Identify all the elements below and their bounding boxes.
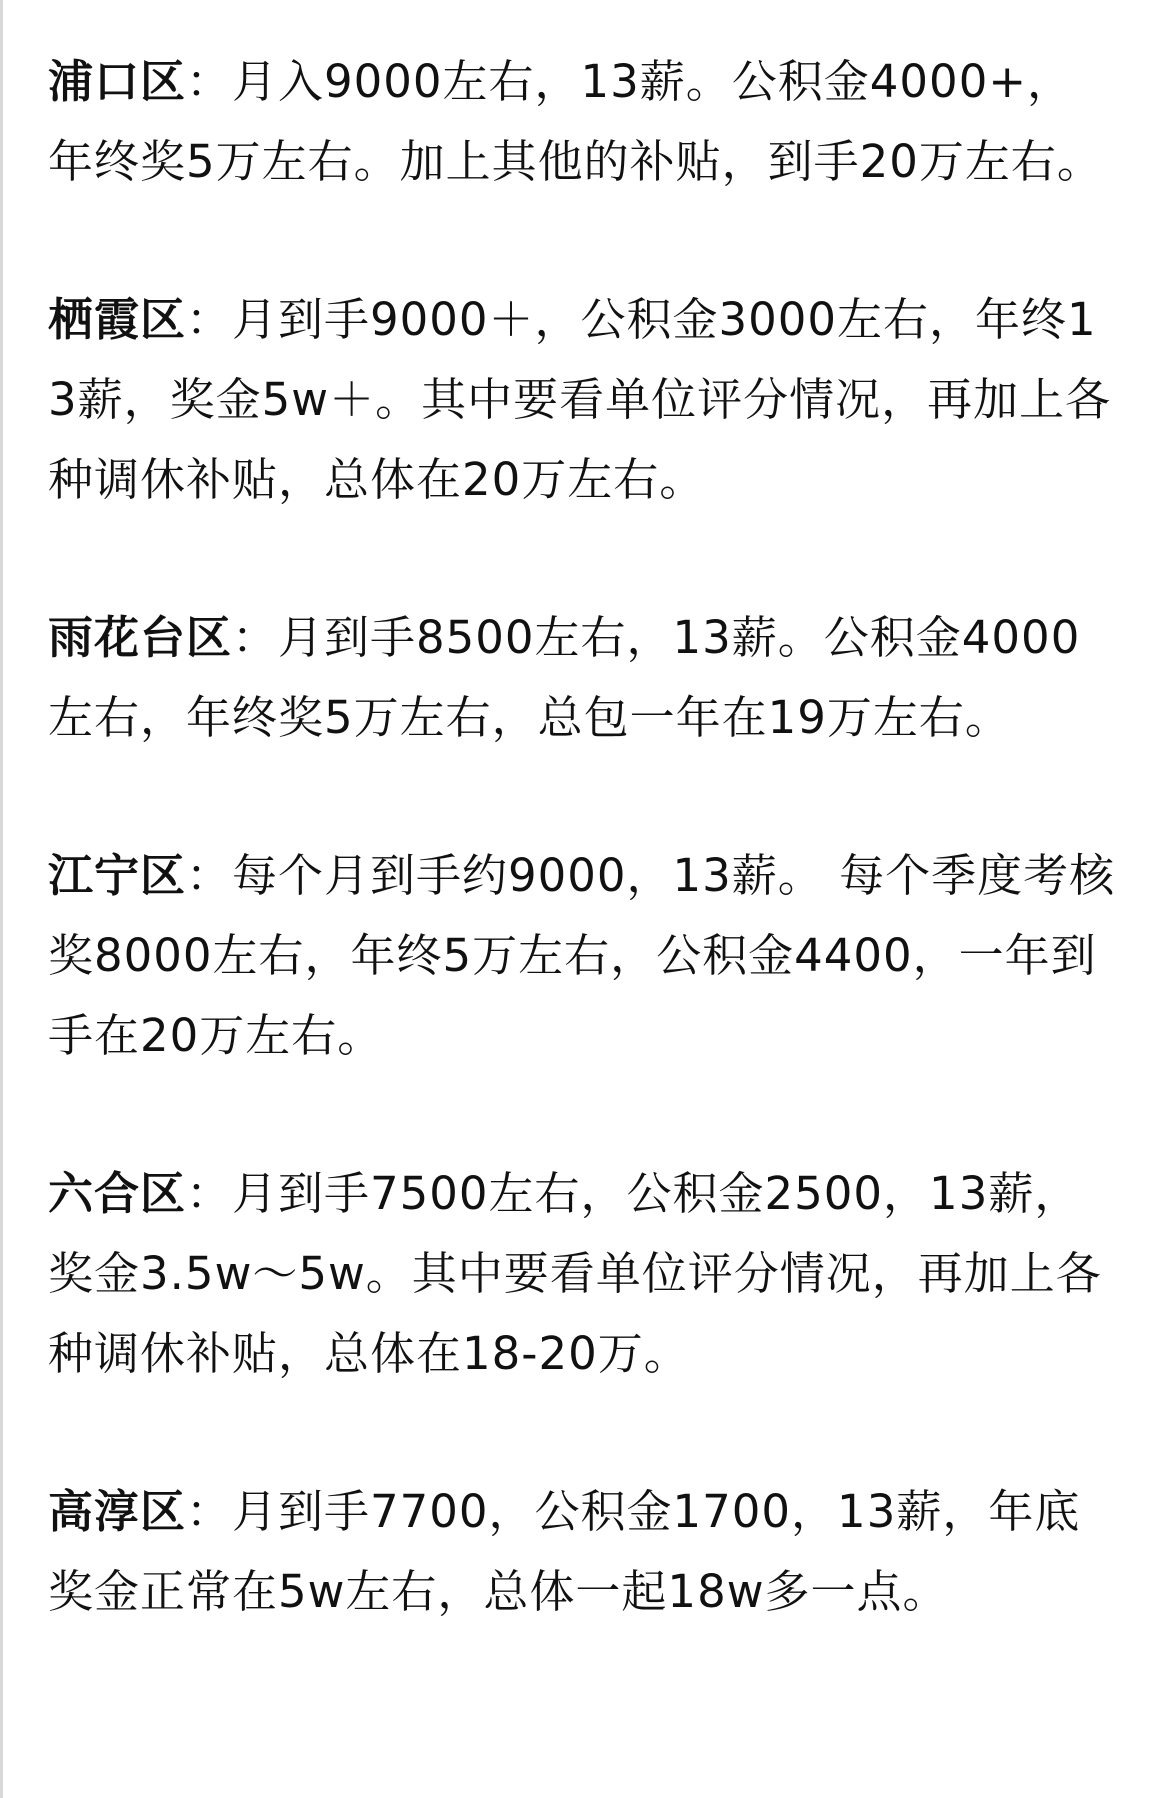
district-name: 雨花台区 [48,611,233,664]
paragraph-text: ：月到手7700，公积金1700，13薪，年底奖金正常在5w左右，总体一起18w多一点。 [48,1485,1081,1618]
paragraph-text: ：每个月到手约9000，13薪。 每个季度考核奖8000左右，年终5万左右，公积金4400，一年到手在20万左右。 [48,849,1116,1062]
district-name: 高淳区 [48,1485,187,1538]
paragraph-pukou [48,42,1118,202]
district-name: 六合区 [48,1167,187,1220]
district-name: 浦口区 [48,55,187,108]
paragraph-jiangning [48,836,1118,1076]
paragraph-text: ：月入9000左右，13薪。公积金4000+，年终奖5万左右。加上其他的补贴，到手20万左右。 [48,55,1103,188]
paragraph-text: ：月到手8500左右，13薪。公积金4000左右，年终奖5万左右，总包一年在19万左右。 [48,611,1081,744]
paragraph-text: ：月到手7500左右，公积金2500，13薪，奖金3.5w～5w。其中要看单位评分情况，再加上各种调休补贴，总体在18-20万。 [48,1167,1102,1380]
paragraph-yuhuatai [48,598,1118,758]
paragraph-gaochun [48,1472,1118,1632]
paragraph-text: ：月到手9000＋，公积金3000左右，年终13薪，奖金5w＋。其中要看单位评分情况，再加上各种调休补贴，总体在20万左右。 [48,293,1112,506]
salary-article [48,42,1118,1632]
paragraph-qixia [48,280,1118,520]
district-name: 栖霞区 [48,293,187,346]
district-name: 江宁区 [48,849,187,902]
paragraph-luhe [48,1154,1118,1394]
page-left-border [0,0,3,1798]
